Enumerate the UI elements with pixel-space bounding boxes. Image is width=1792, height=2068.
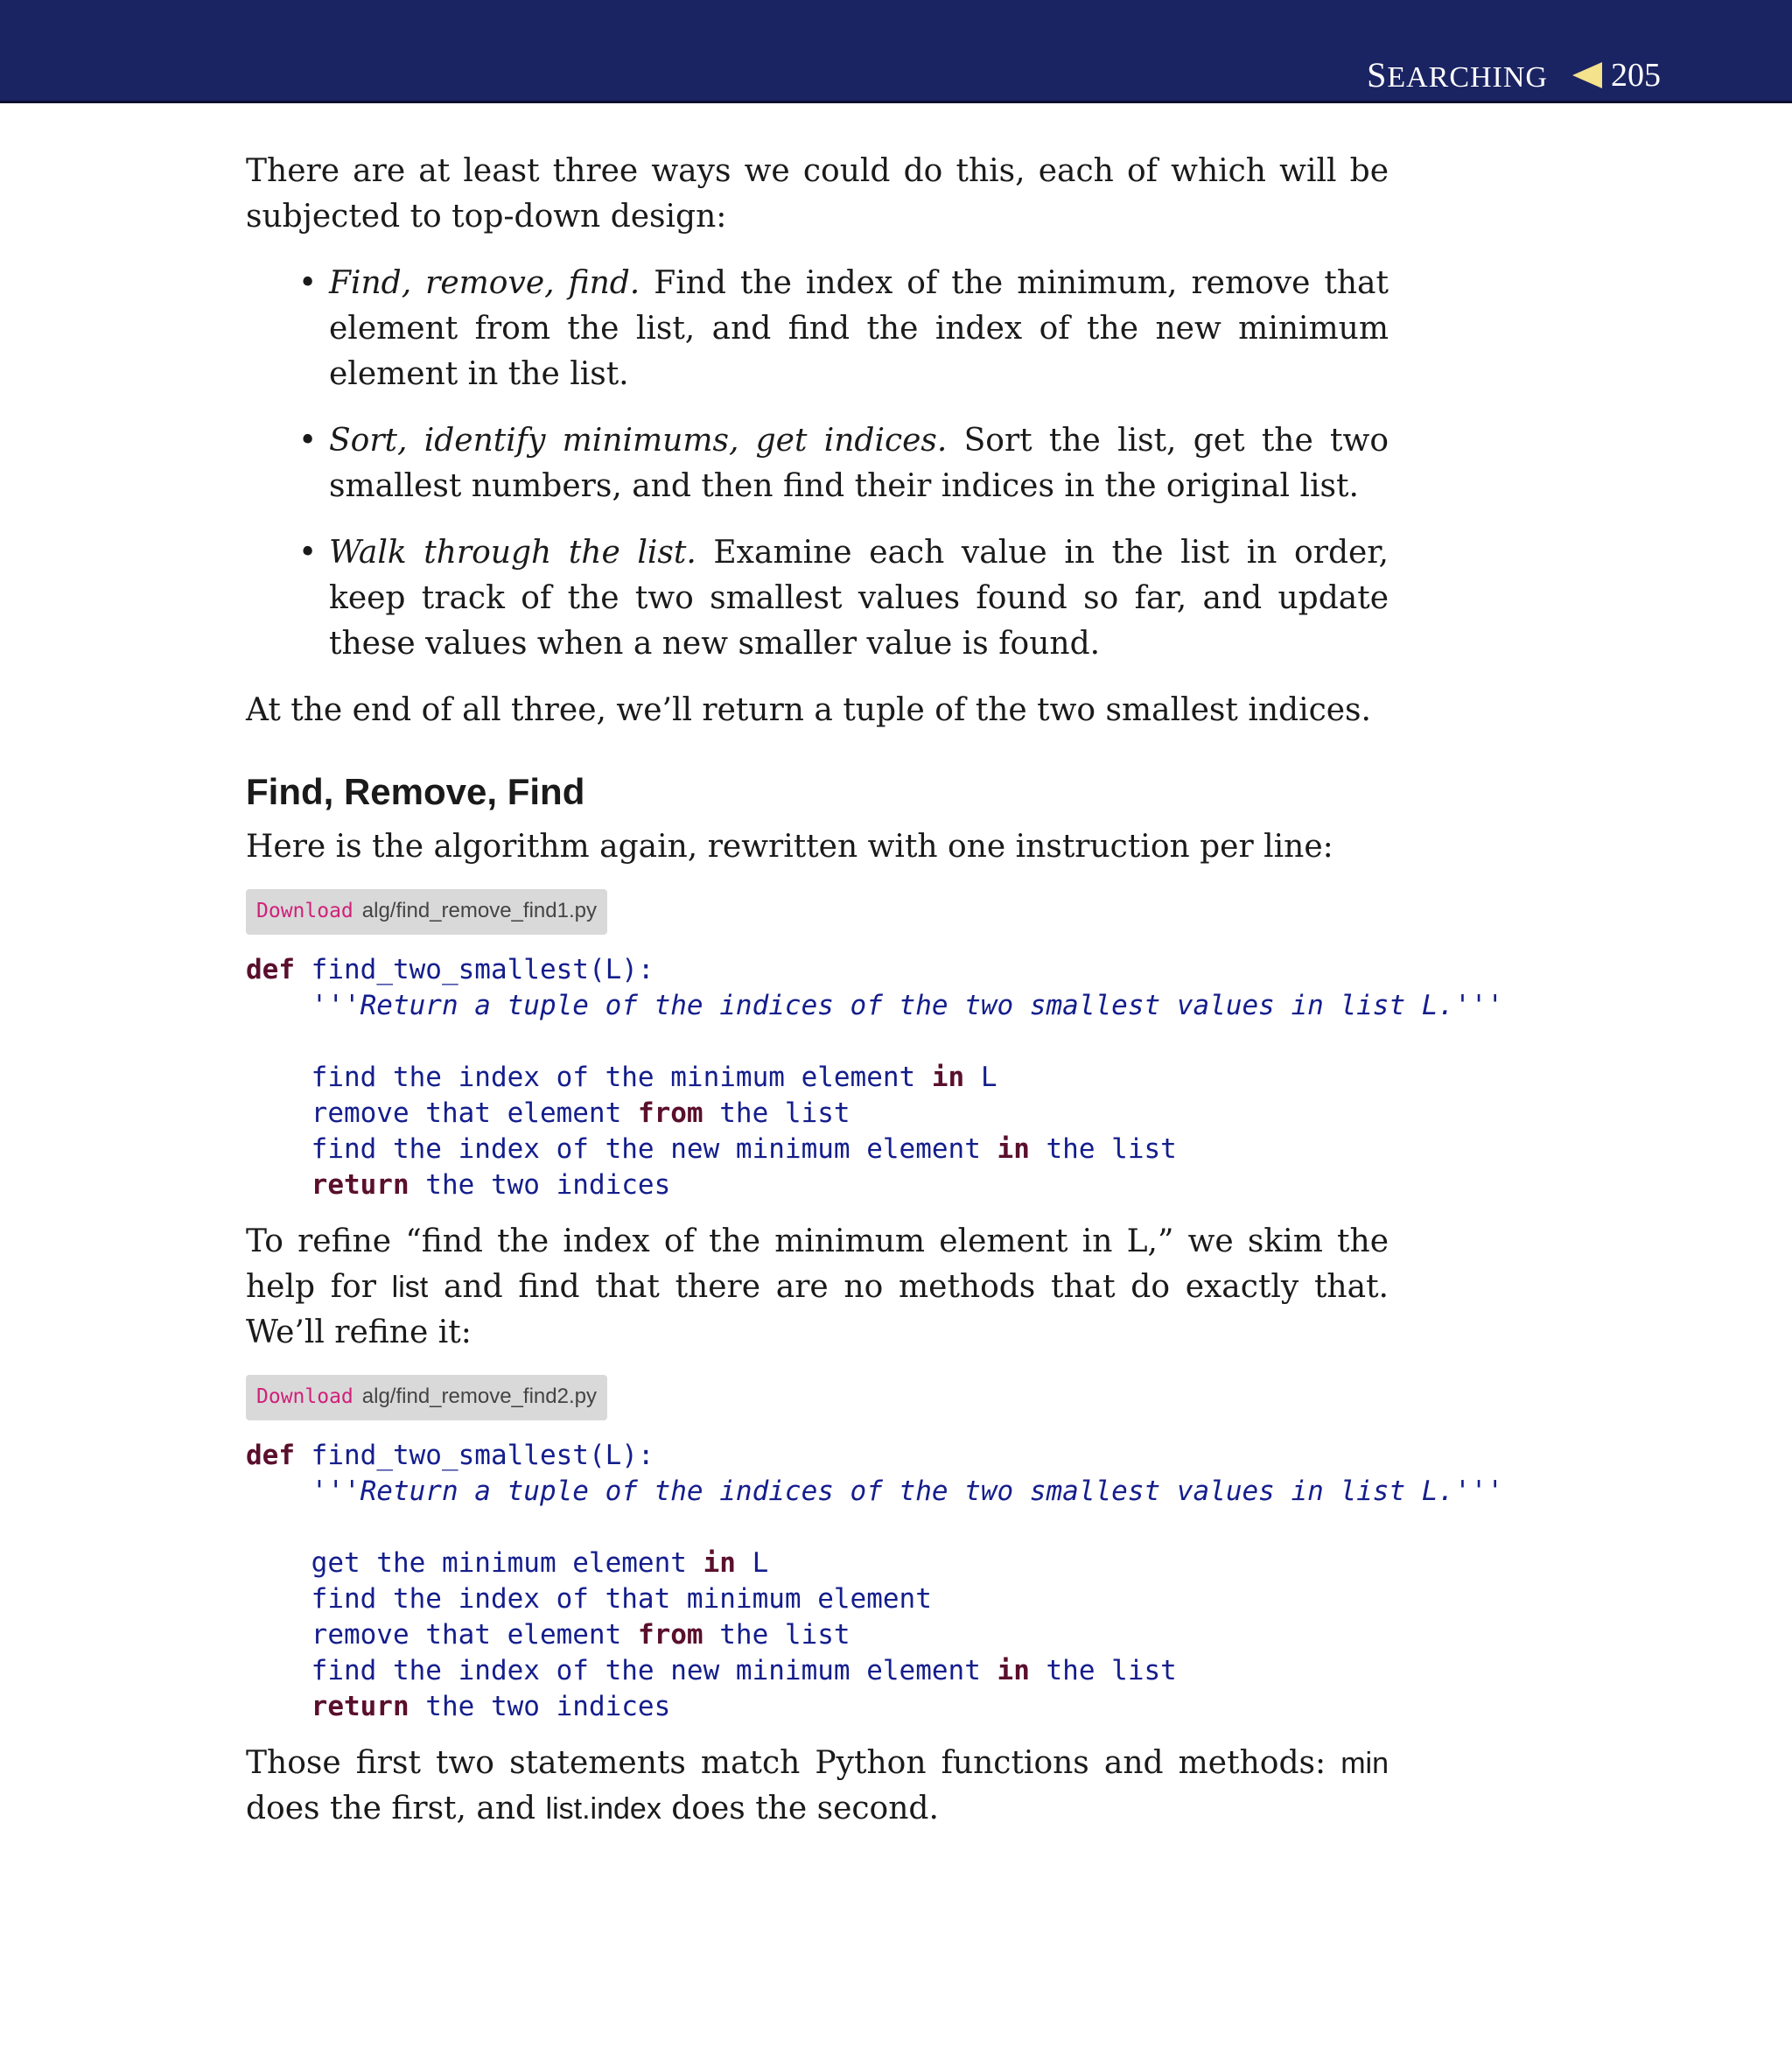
closing-paragraph: At the end of all three, we’ll return a tuple of the two smallest indices. bbox=[246, 692, 1371, 728]
docstring: '''Return a tuple of the indices of the two smallest values in list L.''' bbox=[311, 990, 1504, 1021]
download-link[interactable]: Download alg/find_remove_find1.py bbox=[246, 889, 607, 935]
approach-item: • Sort, identify minimums, get indices. Sort the list, get the two smallest numbers, and then find their indices in the original list. bbox=[329, 418, 1389, 509]
section-lead-paragraph: Here is the algorithm again, rewritten with one instruction per line: bbox=[246, 829, 1334, 865]
conclusion-paragraph: Those first two statements match Python functions and methods: min does the first, and list.index does the second. bbox=[246, 1745, 1389, 1826]
code-listing-2: def find_two_smallest(L): '''Return a tuple of the indices of the two smallest values in list L.''' get the minimum element in L find the index of that minimum element remove that element from the list find the index of the new minimum element in the list return the two indices bbox=[246, 1440, 1504, 1722]
inline-code: list bbox=[391, 1271, 429, 1304]
code-listing-1: def find_two_smallest(L): '''Return a tuple of the indices of the two smallest values in list L.''' find the index of the minimum element in L remove that element from the list find the index of the new minimum element in the list return the two indices bbox=[246, 954, 1504, 1201]
inline-code: list.index bbox=[545, 1792, 662, 1826]
bullet-icon: • bbox=[298, 535, 318, 571]
intro-paragraph: There are at least three ways we could do this, each of which will be subjected to top-down design: bbox=[246, 153, 1389, 235]
section-heading: Find, Remove, Find bbox=[246, 771, 585, 812]
approach-item: • Find, remove, find. Find the index of the minimum, remove that element from the list, and find the index of the new minimum element in the list. bbox=[329, 261, 1389, 397]
running-header-bar bbox=[0, 0, 1792, 103]
approach-item: • Walk through the list. Examine each value in the list in order, keep track of the two smallest values found so far, and update these values when a new smaller value is found. bbox=[329, 530, 1389, 667]
inline-code: min bbox=[1340, 1747, 1389, 1780]
section-name: SEARCHING bbox=[1367, 55, 1548, 95]
docstring: '''Return a tuple of the indices of the two smallest values in list L.''' bbox=[311, 1476, 1504, 1507]
page-arrow-icon bbox=[1572, 62, 1602, 88]
bullet-icon: • bbox=[298, 265, 318, 301]
refine-paragraph: To refine “find the index of the minimum element in L,” we skim the help for list and find that there are no methods that do exactly that. We’ll refine it: bbox=[246, 1223, 1389, 1350]
download-link[interactable]: Download alg/find_remove_find2.py bbox=[246, 1375, 607, 1420]
running-head bbox=[1367, 54, 1661, 95]
bullet-icon: • bbox=[298, 423, 318, 459]
page-number: 205 bbox=[1611, 56, 1661, 94]
download-path: alg/find_remove_find2.py bbox=[361, 1385, 597, 1408]
approach-list bbox=[246, 261, 1389, 667]
download-path: alg/find_remove_find1.py bbox=[361, 899, 597, 922]
page-content bbox=[246, 149, 1504, 1832]
